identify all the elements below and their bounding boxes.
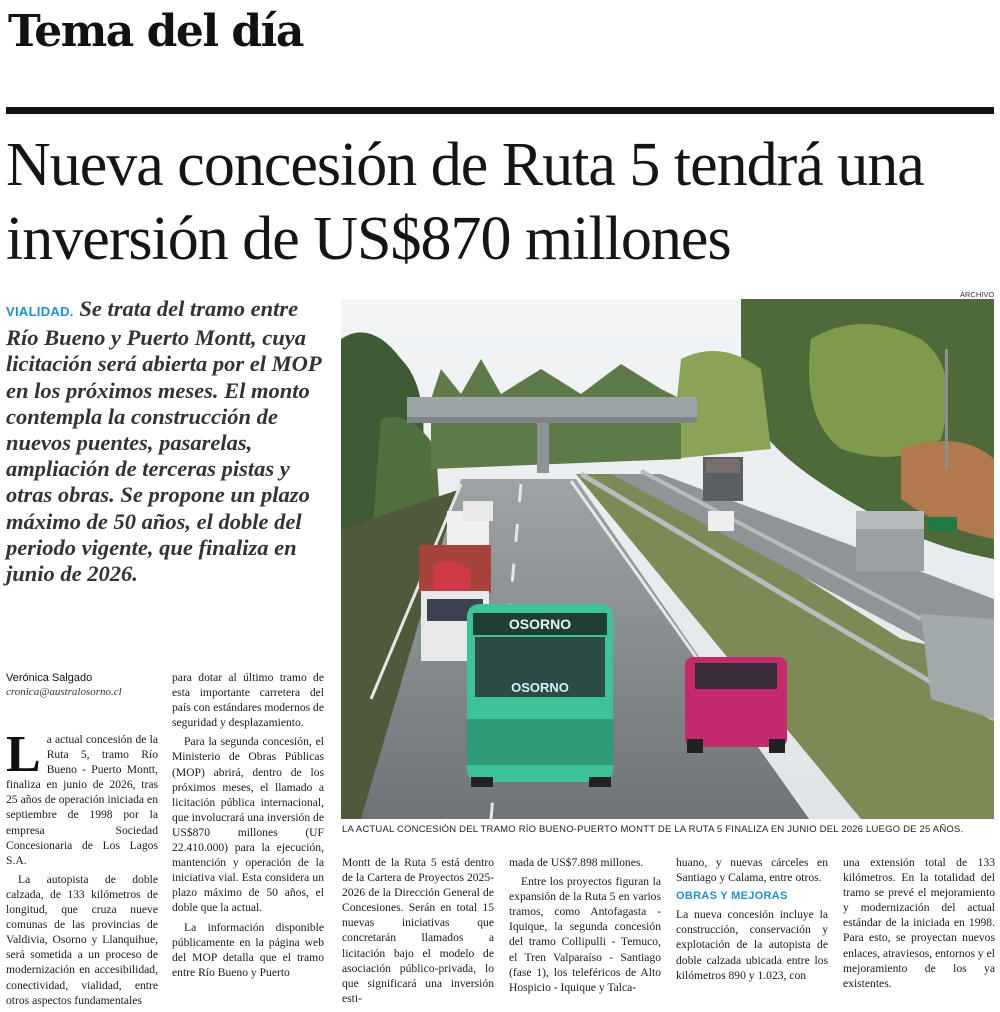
- body-column-1: [6, 726, 158, 1012]
- body-paragraph: para dotar al último tramo de esta importante carretera del país con estándares modernos de seguridad y desplazamiento.: [172, 671, 324, 730]
- drop-cap: L: [6, 726, 41, 783]
- body-paragraph: La autopista de doble calzada, de 133 kilómetros de longitud, que cruza nueve comunas de las provincias de Valdivia, Osorno y Llanquihue, será sometida a un proceso de modernización en accesibilidad, conectividad, vialidad, entre otros aspectos fundamentales: [6, 872, 158, 1007]
- body-column-4: [509, 855, 661, 999]
- byline: [6, 672, 166, 698]
- body-column-3: [342, 855, 494, 1010]
- highway-photo-illustration: [341, 299, 994, 819]
- headline: Nueva concesión de Ruta 5 tendrá una inversión de US$870 millones: [6, 131, 924, 273]
- lead-kicker: VIALIDAD.: [6, 304, 74, 319]
- highway-photo: [341, 299, 994, 819]
- author-email: cronica@australosorno.cl: [6, 686, 122, 698]
- body-column-5: [676, 855, 828, 987]
- author-name: Verónica Salgado: [6, 672, 93, 684]
- photo-credit: ARCHIVO: [960, 290, 995, 299]
- body-paragraph: una extensión total de 133 kilómetros. En la totalidad del tramo se prevé el mejoramiento y modernización del actual estándar de la iniciada en 1998. Para esto, se proyectan nuevos enlaces, atraviesos, entornos y el mejoramiento de los ya existentes.: [843, 856, 995, 990]
- subhead: OBRAS Y MEJORAS: [676, 890, 788, 903]
- body-column-2: [172, 670, 324, 984]
- section-divider: [6, 107, 994, 114]
- photo-caption: LA ACTUAL CONCESIÓN DEL TRAMO RÍO BUENO-PUERTO MONTT DE LA RUTA 5 FINALIZA EN JUNIO DEL 2026 LUEGO DE 25 AÑOS.: [342, 824, 964, 835]
- body-paragraph: mada de US$7.898 millones.: [509, 856, 644, 869]
- body-paragraph: Entre los proyectos figuran la expansión de la Ruta 5 en varios tramos, como Antofagasta - Iquique, la segunda concesión del tramo Collipulli - Temuco, el Tren Valparaíso - Santiago (fase 1), los teleféricos de Alto Hospicio - Iquique y Talca-: [509, 875, 661, 994]
- body-paragraph: Para la segunda concesión, el Ministerio de Obras Públicas (MOP) abrirá, dentro de los próximos meses, el llamado a licitación pública internacional, que involucrará una inversión de US$870 millones (UF 22.410.000) para la ejecución, mantención y operación de la iniciativa vial. Esta considera un plazo máximo de 50 años, el doble que la actual.: [172, 735, 324, 915]
- bus-windshield-label: OSORNO: [511, 680, 569, 695]
- lead-paragraph: [6, 296, 336, 587]
- body-paragraph: La nueva concesión incluye la construcción, conservación y explotación de la autopista de doble calzada ubicada entre los kilómetros 890 y 1.023, con: [676, 908, 828, 982]
- body-paragraph: Montt de la Ruta 5 está dentro de la Cartera de Proyectos 2025-2026 de la Dirección General de Concesiones. Serán en total 15 nuevas iniciativas que concretarán llamados a licitación bajo el modelo de asociación público-privada, lo que significará una inversión esti-: [342, 856, 494, 1005]
- body-paragraph: La información disponible públicamente en la página web del MOP detalla que el tramo entre Río Bueno y Puerto: [172, 920, 324, 979]
- paragraph-text: a actual concesión de la Ruta 5, tramo Río Bueno - Puerto Montt, finaliza en junio de 2026, tras 25 años de operación iniciada en septiembre de 1998 por la empresa Sociedad Concesionaria de Los Lagos S.A.: [6, 733, 158, 867]
- lead-text: Se trata del tramo entre Río Bueno y Puerto Montt, cuya licitación será abierta por el MOP en los próximos meses. El monto contempla la construcción de nuevos puentes, pasarelas, ampliación de terceras pistas y otras obras. Se propone un plazo máximo de 50 años, el doble del periodo vigente, que finaliza en junio de 2026.: [6, 296, 321, 587]
- section-title: Tema del día: [8, 6, 303, 57]
- body-column-6: [843, 855, 995, 995]
- body-paragraph: [6, 726, 158, 868]
- body-paragraph: huano, y nuevas cárceles en Santiago y Calama, entre otros.: [676, 856, 828, 885]
- bus-destination-sign: OSORNO: [508, 616, 572, 632]
